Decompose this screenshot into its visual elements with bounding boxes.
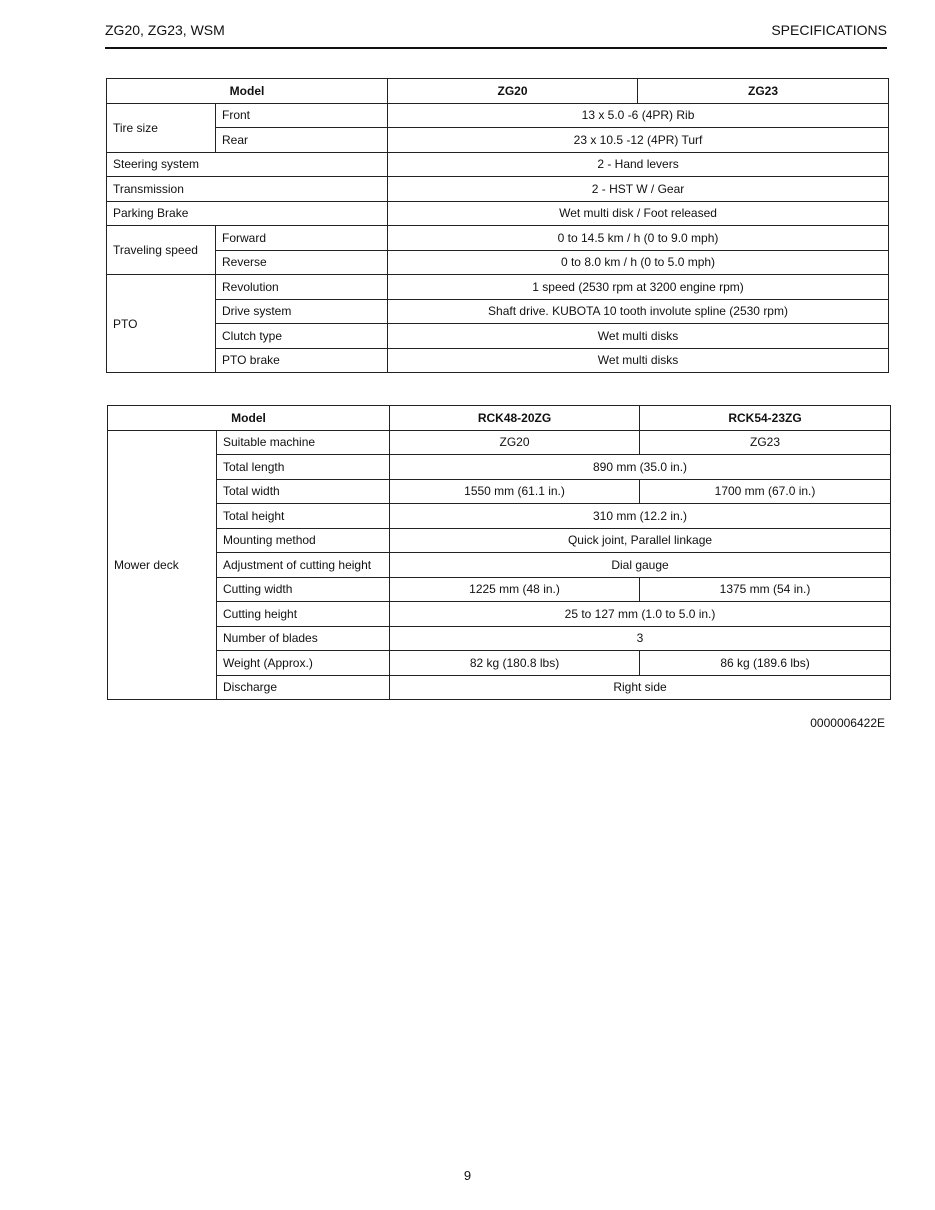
- document-id: 0000006422E: [810, 716, 885, 730]
- table-row: [108, 528, 891, 553]
- table-row: [107, 275, 889, 300]
- model-zg23-header: ZG23: [638, 79, 889, 104]
- table-row: [108, 430, 891, 455]
- tire-front-value: 13 x 5.0 -6 (4PR) Rib: [388, 103, 889, 128]
- transmission-label: Transmission: [107, 177, 388, 202]
- table-row: [107, 324, 889, 349]
- table-row: [108, 406, 891, 431]
- table-row: [108, 479, 891, 504]
- pto-drive-label: Drive system: [216, 299, 388, 324]
- suitable-machine-label: Suitable machine: [217, 430, 390, 455]
- table-row: [107, 250, 889, 275]
- table-row: [108, 626, 891, 651]
- mounting-method-value: Quick joint, Parallel linkage: [390, 528, 891, 553]
- table-row: [108, 455, 891, 480]
- pto-drive-value: Shaft drive. KUBOTA 10 tooth involute spline (2530 rpm): [388, 299, 889, 324]
- speed-reverse-value: 0 to 8.0 km / h (0 to 5.0 mph): [388, 250, 889, 275]
- pto-label: PTO: [107, 275, 216, 373]
- mounting-method-label: Mounting method: [217, 528, 390, 553]
- blades-label: Number of blades: [217, 626, 390, 651]
- table-row: [107, 128, 889, 153]
- table-row: [107, 201, 889, 226]
- header-title: ZG20, ZG23, WSM: [105, 22, 225, 38]
- table-row: [108, 577, 891, 602]
- total-width-label: Total width: [217, 479, 390, 504]
- mower-deck-spec-table: [107, 405, 891, 700]
- cutting-height-label: Cutting height: [217, 602, 390, 627]
- parking-brake-label: Parking Brake: [107, 201, 388, 226]
- model-rck54-header: RCK54-23ZG: [640, 406, 891, 431]
- model-rck48-header: RCK48-20ZG: [390, 406, 640, 431]
- parking-brake-value: Wet multi disk / Foot released: [388, 201, 889, 226]
- table-row: [108, 602, 891, 627]
- header-section: SPECIFICATIONS: [771, 22, 887, 38]
- cutting-height-adjust-label: Adjustment of cutting height: [217, 553, 390, 578]
- tire-rear-label: Rear: [216, 128, 388, 153]
- pto-clutch-value: Wet multi disks: [388, 324, 889, 349]
- steering-value: 2 - Hand levers: [388, 152, 889, 177]
- table-row: [107, 299, 889, 324]
- pto-brake-value: Wet multi disks: [388, 348, 889, 373]
- total-width-a: 1550 mm (61.1 in.): [390, 479, 640, 504]
- cutting-height-value: 25 to 127 mm (1.0 to 5.0 in.): [390, 602, 891, 627]
- table-row: [108, 675, 891, 700]
- steering-label: Steering system: [107, 152, 388, 177]
- weight-label: Weight (Approx.): [217, 651, 390, 676]
- total-height-label: Total height: [217, 504, 390, 529]
- table-row: [107, 226, 889, 251]
- mower-deck-label: Mower deck: [108, 430, 217, 700]
- speed-forward-label: Forward: [216, 226, 388, 251]
- tire-rear-value: 23 x 10.5 -12 (4PR) Turf: [388, 128, 889, 153]
- table-row: [107, 152, 889, 177]
- traveling-speed-label: Traveling speed: [107, 226, 216, 275]
- table-row: [107, 79, 889, 104]
- table-row: [107, 348, 889, 373]
- transmission-value: 2 - HST W / Gear: [388, 177, 889, 202]
- table-row: [107, 177, 889, 202]
- cutting-height-adjust-value: Dial gauge: [390, 553, 891, 578]
- total-length-value: 890 mm (35.0 in.): [390, 455, 891, 480]
- discharge-label: Discharge: [217, 675, 390, 700]
- table-row: [108, 504, 891, 529]
- total-height-value: 310 mm (12.2 in.): [390, 504, 891, 529]
- weight-a: 82 kg (180.8 lbs): [390, 651, 640, 676]
- suitable-machine-b: ZG23: [640, 430, 891, 455]
- speed-forward-value: 0 to 14.5 km / h (0 to 9.0 mph): [388, 226, 889, 251]
- table-row: [107, 103, 889, 128]
- cutting-width-a: 1225 mm (48 in.): [390, 577, 640, 602]
- blades-value: 3: [390, 626, 891, 651]
- page-number: 9: [463, 1168, 472, 1183]
- total-length-label: Total length: [217, 455, 390, 480]
- pto-revolution-value: 1 speed (2530 rpm at 3200 engine rpm): [388, 275, 889, 300]
- total-width-b: 1700 mm (67.0 in.): [640, 479, 891, 504]
- speed-reverse-label: Reverse: [216, 250, 388, 275]
- table-row: [108, 651, 891, 676]
- tractor-spec-table: [106, 78, 889, 373]
- tire-size-label: Tire size: [107, 103, 216, 152]
- weight-b: 86 kg (189.6 lbs): [640, 651, 891, 676]
- pto-revolution-label: Revolution: [216, 275, 388, 300]
- discharge-value: Right side: [390, 675, 891, 700]
- pto-clutch-label: Clutch type: [216, 324, 388, 349]
- model-zg20-header: ZG20: [388, 79, 638, 104]
- model-header: Model: [107, 79, 388, 104]
- cutting-width-label: Cutting width: [217, 577, 390, 602]
- cutting-width-b: 1375 mm (54 in.): [640, 577, 891, 602]
- table-row: [108, 553, 891, 578]
- pto-brake-label: PTO brake: [216, 348, 388, 373]
- tire-front-label: Front: [216, 103, 388, 128]
- header-divider: [105, 47, 887, 49]
- suitable-machine-a: ZG20: [390, 430, 640, 455]
- model-header: Model: [108, 406, 390, 431]
